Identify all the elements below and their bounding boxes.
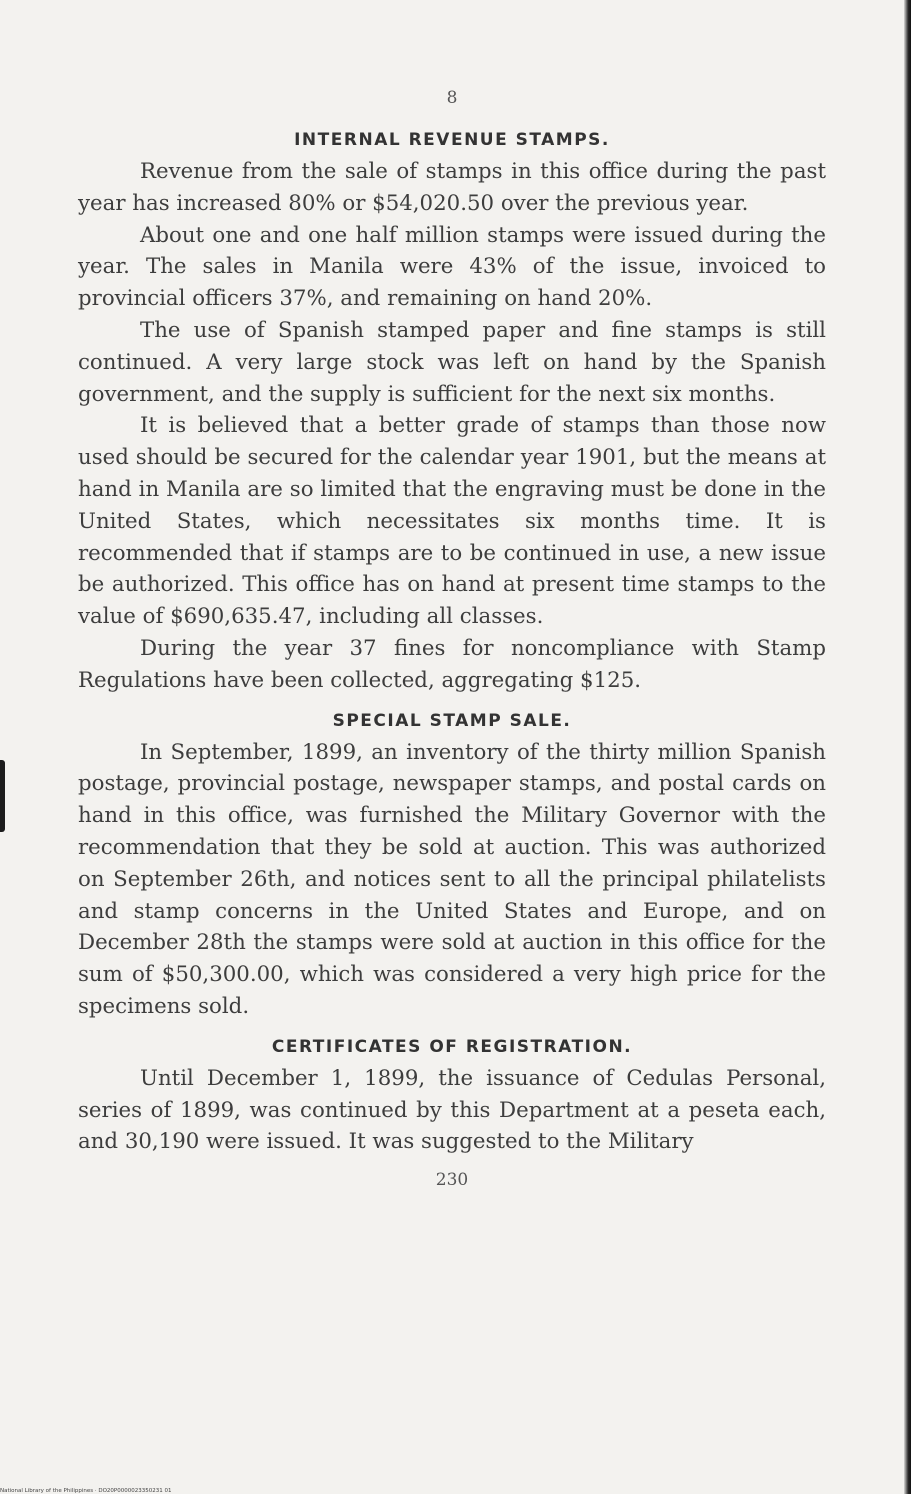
binding-mark: [0, 760, 5, 832]
paragraph: Until December 1, 1899, the issuance of Cedulas Personal, series of 1899, was continued by this Department at a peseta each, and 30,190 were issued. It was suggested to the Military: [78, 1065, 826, 1155]
library-footer: National Library of the Philippines · DO20P0000023350231 01: [0, 1488, 172, 1494]
document-page: [78, 88, 826, 1190]
page-number-bottom: 230: [435, 1170, 469, 1191]
paragraph: The use of Spanish stamped paper and fine stamps is still continued. A very large stock was left on hand by the Spanish government, and the supply is sufficient for the next six months.: [78, 317, 826, 407]
paragraph: It is believed that a better grade of stamps than those now used should be secured for the calendar year 1901, but the means at hand in Manila are so limited that the engraving must be done in the United States, which necessitates six months time. It is recommended that if stamps are to be continued in use, a new issue be authorized. This office has on hand at present time stamps to the value of $690,635.47, including all classes.: [78, 413, 826, 630]
section-internal-revenue-stamps: [78, 130, 826, 697]
paragraph: About one and one half million stamps were issued during the year. The sales in Manila were 43% of the issue, invoiced to provincial officers 37%, and remaining on hand 20%.: [78, 222, 826, 312]
paragraph: In September, 1899, an inventory of the thirty million Spanish postage, provincial postage, newspaper stamps, and postal cards on hand in this office, was furnished the Military Governor with the recommendation that they be sold at auction. This was authorized on September 26th, and notices sent to all the principal philatelists and stamp concerns in the United States and Europe, and on December 28th the stamps were sold at auction in this office for the sum of $50,300.00, which was considered a very high price for the specimens sold.: [78, 739, 826, 1019]
section-special-stamp-sale: [78, 711, 826, 1023]
paragraph: During the year 37 fines for noncompliance with Stamp Regulations have been collected, aggregating $125.: [78, 635, 826, 693]
section-heading: CERTIFICATES OF REGISTRATION.: [271, 1036, 633, 1057]
paragraph: Revenue from the sale of stamps in this office during the past year has increased 80% or $54,020.50 over the previous year.: [78, 159, 826, 216]
section-certificates-of-registration: [78, 1037, 826, 1158]
scan-edge: [904, 0, 911, 1494]
section-heading: SPECIAL STAMP SALE.: [332, 710, 572, 731]
section-heading: INTERNAL REVENUE STAMPS.: [294, 130, 610, 150]
page-number-top: 8: [446, 88, 458, 108]
